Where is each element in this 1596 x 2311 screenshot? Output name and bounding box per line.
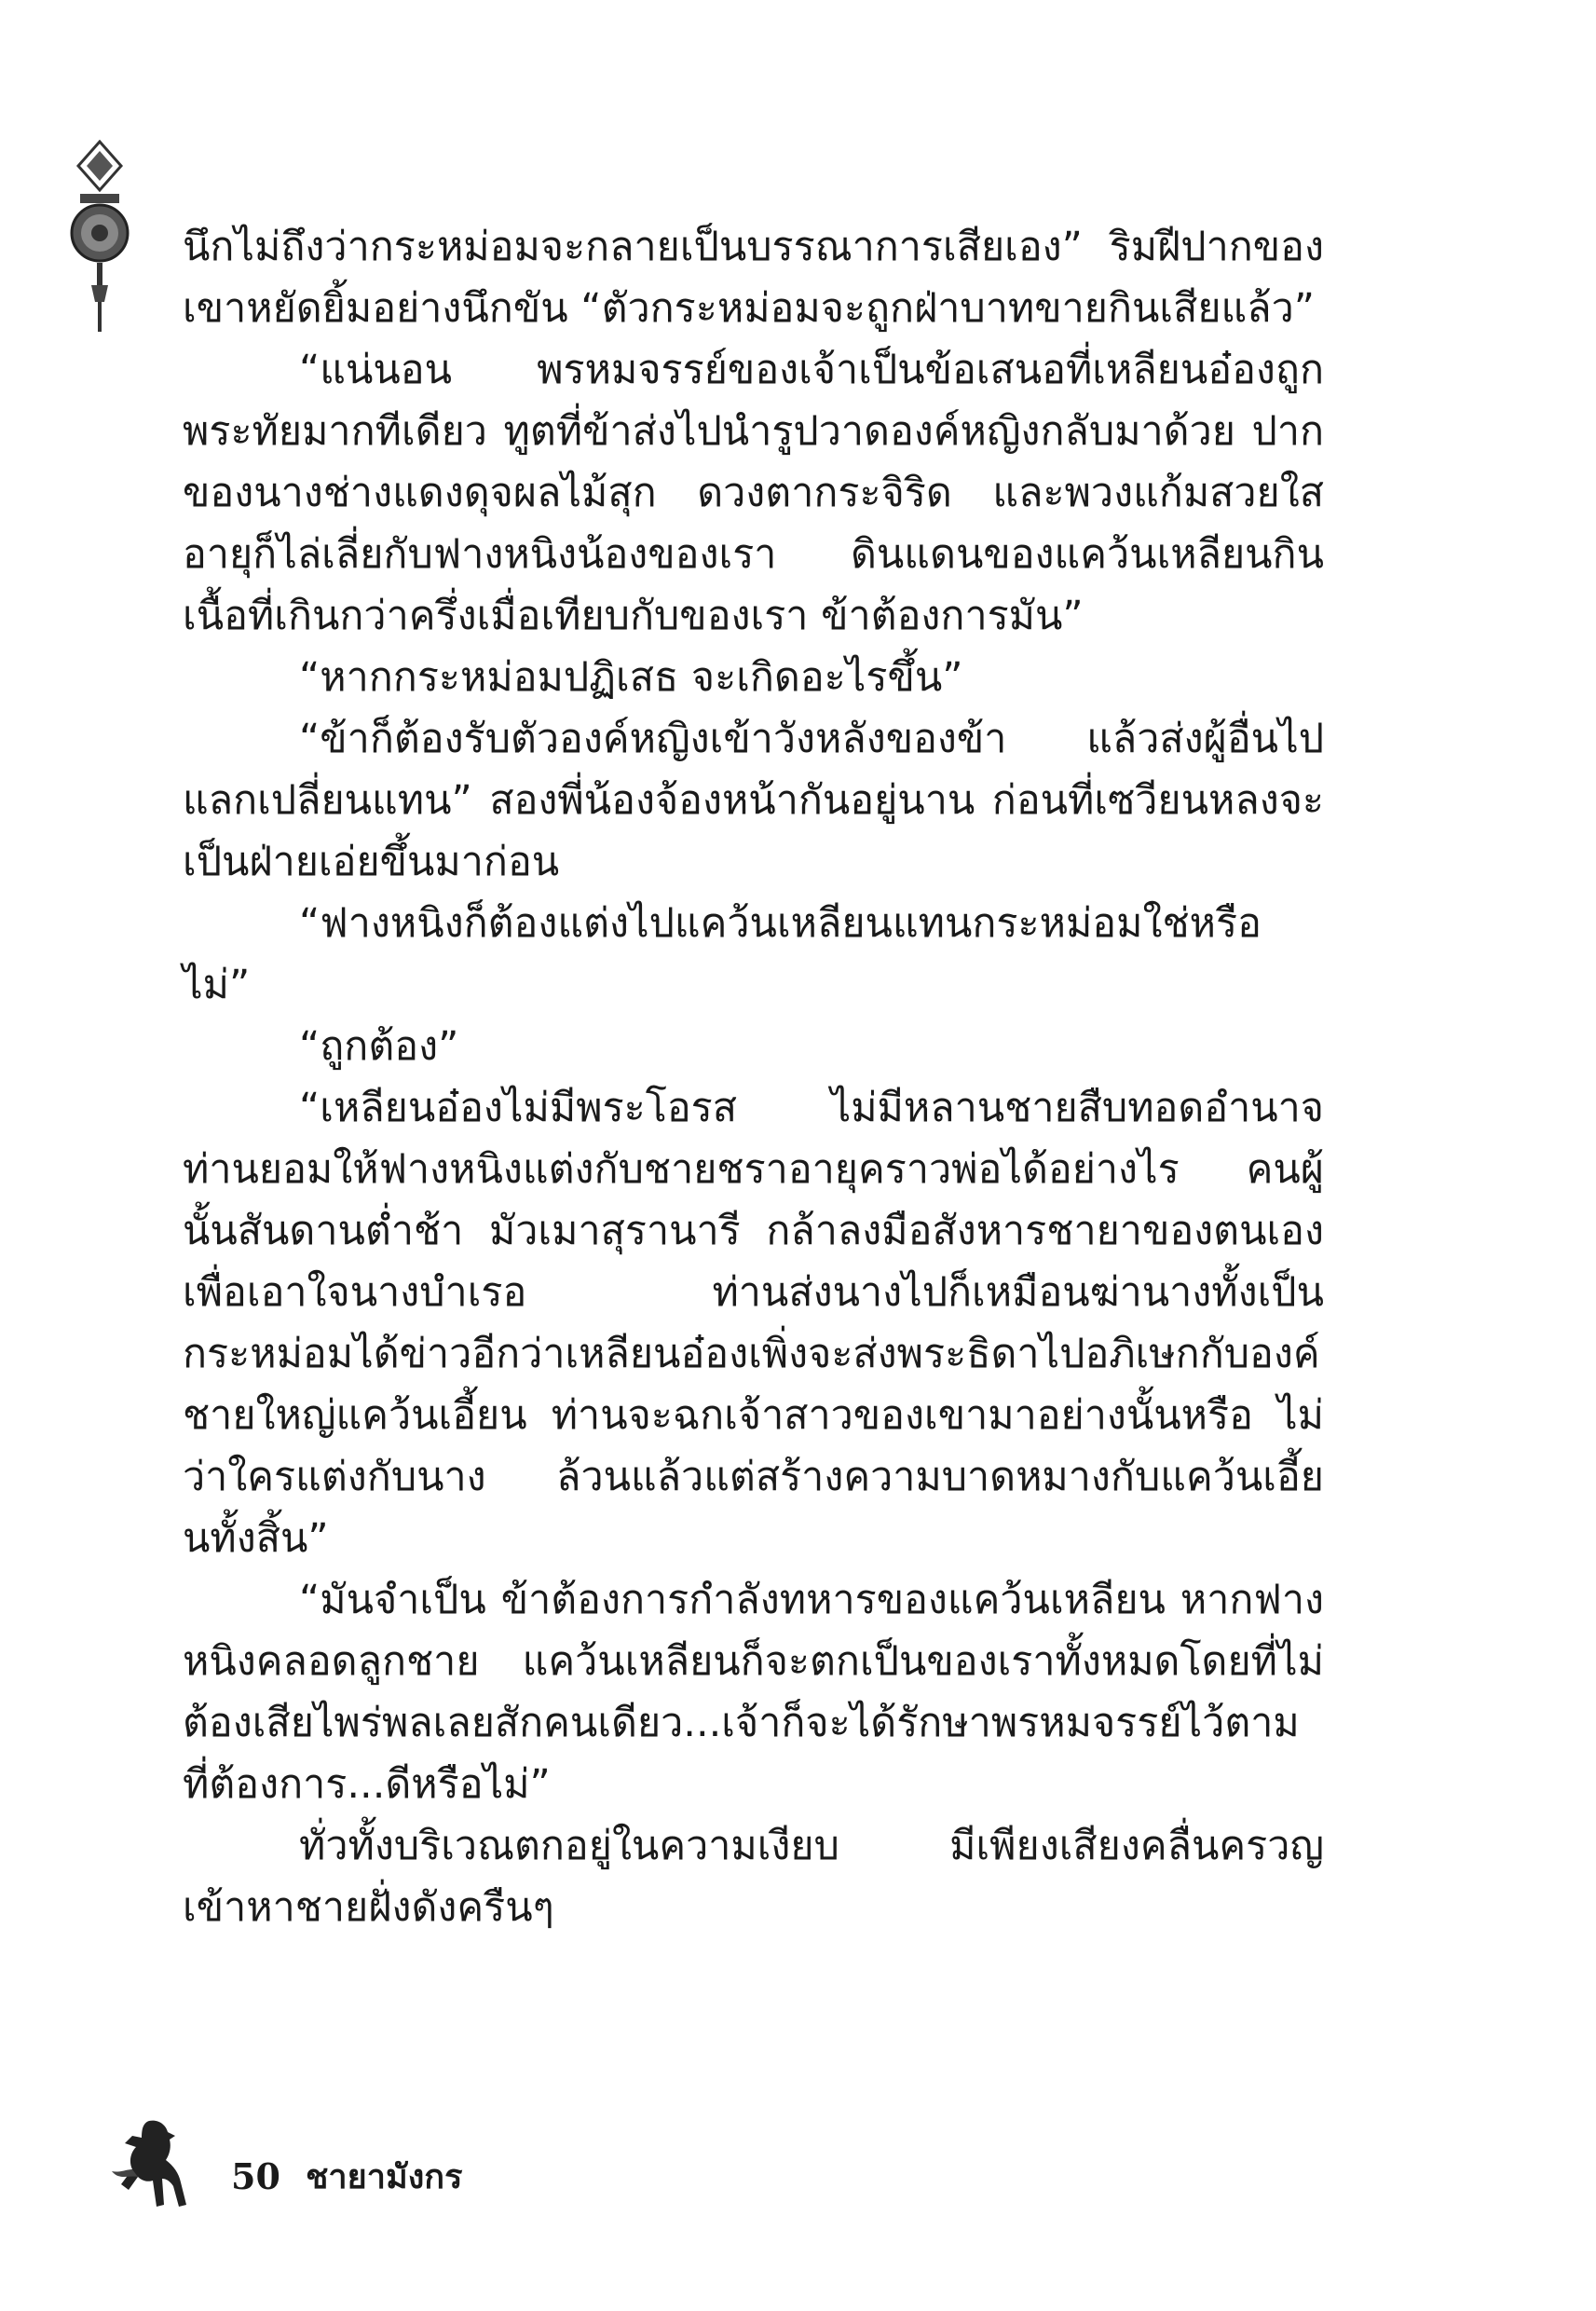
paragraph-5: “ฟางหนิงก็ต้องแต่งไปแคว้นเหลียนแทนกระหม่อมใช่หรือไม่” <box>183 900 1262 1008</box>
paragraph-3: “หากกระหม่อมปฏิเสธ จะเกิดอะไรขึ้น” <box>299 654 963 701</box>
rearing-horse-icon <box>101 2115 203 2218</box>
paragraph-2: “แน่นอน พรหมจรรย์ของเจ้าเป็นข้อเสนอที่เหลียนอ๋องถูกพระทัยมากทีเดียว ทูตที่ข้าส่งไปนำรูปวาดองค์หญิงกลับมาด้วย ปากของนางช่างแดงดุจผลไม้สุก ดวงตากระจิริด และพวงแก้มสวยใส อายุก็ไล่เลี่ยกับฟางหนิงน้องของเรา ดินแดนของแคว้นเหลียนกินเนื้อที่เกินกว่าครึ่งเมื่อเทียบกับของเรา ข้าต้องการมัน” <box>183 347 1324 639</box>
page-footer <box>101 2115 660 2218</box>
paragraph-7: “เหลียนอ๋องไม่มีพระโอรส ไม่มีหลานชายสืบทอดอำนาจ ท่านยอมให้ฟางหนิงแต่งกับชายชราอายุคราวพ่อได้อย่างไร คนผู้นั้นสันดานต่ำช้า มัวเมาสุรานารี กล้าลงมือสังหารชายาของตนเองเพื่อเอาใจนางบำเรอ ท่านส่งนางไปก็เหมือนฆ่านางทั้งเป็น กระหม่อมได้ข่าวอีกว่าเหลียนอ๋องเพิ่งจะส่งพระธิดาไปอภิเษกกับองค์ชายใหญ่แคว้นเอี้ยน ท่านจะฉกเจ้าสาวของเขามาอย่างนั้นหรือ ไม่ว่าใครแต่งกับนาง ล้วนแล้วแต่สร้างความบาดหมางกับแคว้นเอี้ยนทั้งสิ้น” <box>183 1085 1324 1562</box>
paragraph-6: “ถูกต้อง” <box>299 1023 459 1070</box>
paragraph-1: นึกไม่ถึงว่ากระหม่อมจะกลายเป็นบรรณาการเสียเอง” ริมฝีปากของเขาหยัดยิ้มอย่างนึกขัน “ตัวกระหม่อมจะถูกฝ่าบาทขายกินเสียแล้ว” <box>183 224 1324 332</box>
paragraph-9: ทั่วทั้งบริเวณตกอยู่ในความเงียบ มีเพียงเสียงคลื่นครวญเข้าหาชายฝั่งดังครืนๆ <box>183 1823 1324 1931</box>
body-text <box>183 216 1324 1938</box>
chinese-knot-emblem-icon <box>63 140 136 335</box>
book-title: ชายามังกร <box>306 2157 463 2196</box>
paragraph-4: “ข้าก็ต้องรับตัวองค์หญิงเข้าวังหลังของข้า แล้วส่งผู้อื่นไปแลกเปลี่ยนแทน” สองพี่น้องจ้องหน้ากันอยู่นาน ก่อนที่เซวียนหลงจะเป็นฝ่ายเอ่ยขึ้นมาก่อน <box>183 716 1324 885</box>
page-number: 50 <box>231 2155 280 2197</box>
paragraph-8: “มันจำเป็น ข้าต้องการกำลังทหารของแคว้นเหลียน หากฟางหนิงคลอดลูกชาย แคว้นเหลียนก็จะตกเป็นของเราทั้งหมดโดยที่ไม่ต้องเสียไพร่พลเลยสักคนเดียว...เจ้าก็จะได้รักษาพรหมจรรย์ไว้ตามที่ต้องการ...ดีหรือไม่” <box>183 1577 1324 1808</box>
